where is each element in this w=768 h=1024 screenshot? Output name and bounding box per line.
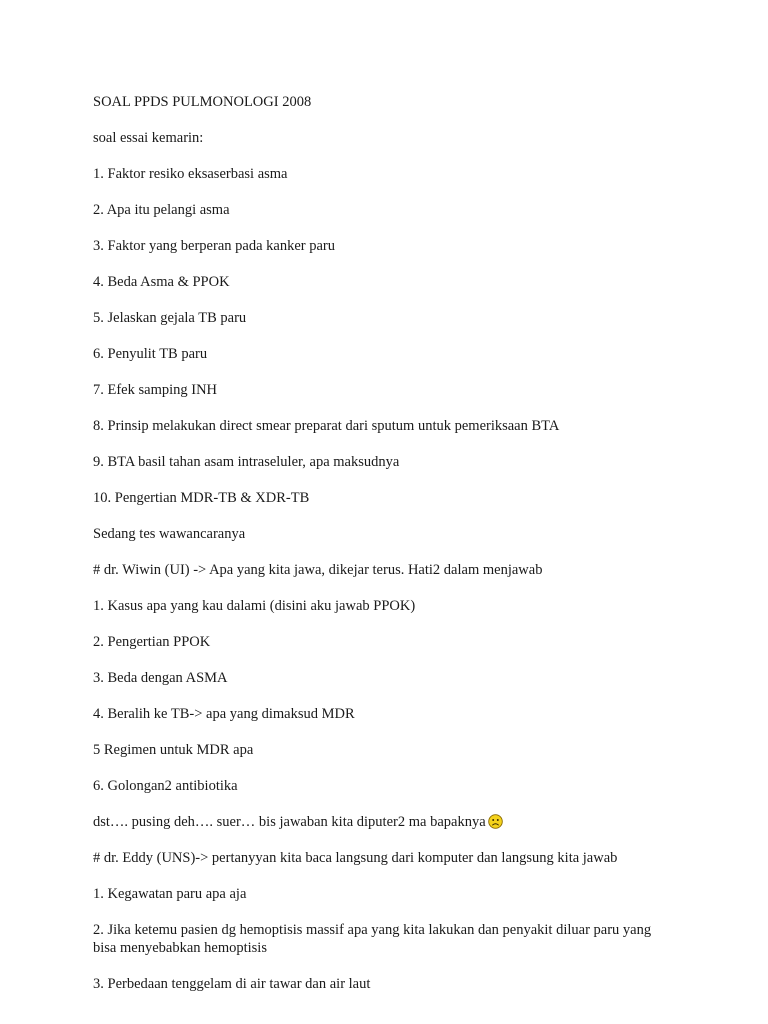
essay-question-3: 3. Faktor yang berperan pada kanker paru	[93, 238, 335, 254]
essay-question-4: 4. Beda Asma & PPOK	[93, 274, 230, 290]
interview-intro: Sedang tes wawancaranya	[93, 526, 246, 542]
essay-question-9: 9. BTA basil tahan asam intraseluler, apa maksudnya	[93, 454, 400, 470]
interviewer-1-question-5: 5 Regimen untuk MDR apa	[93, 742, 254, 758]
essay-question-8: 8. Prinsip melakukan direct smear preparat dari sputum untuk pemeriksaan BTA	[93, 418, 560, 434]
interviewer-1-remark-text: dst…. pusing deh…. suer… bis jawaban kita diputer2 ma bapaknya	[93, 814, 486, 830]
interviewer-1-question-2: 2. Pengertian PPOK	[93, 634, 211, 650]
essay-question-2: 2. Apa itu pelangi asma	[93, 202, 230, 218]
essay-question-1: 1. Faktor resiko eksaserbasi asma	[93, 166, 288, 182]
interviewer-2-question-2: 2. Jika ketemu pasien dg hemoptisis massif apa yang kita lakukan dan penyakit diluar paru yang bisa menyebabkan hemoptisis	[93, 922, 652, 956]
essay-question-6: 6. Penyulit TB paru	[93, 346, 208, 362]
interviewer-1-remark	[93, 813, 673, 831]
interviewer-2-question-1: 1. Kegawatan paru apa aja	[93, 886, 247, 902]
sad-face-icon	[488, 814, 503, 829]
document-title: SOAL PPDS PULMONOLOGI 2008	[93, 94, 312, 110]
essay-intro: soal essai kemarin:	[93, 130, 204, 146]
essay-question-5: 5. Jelaskan gejala TB paru	[93, 310, 247, 326]
interviewer-1-heading: # dr. Wiwin (UI) -> Apa yang kita jawa, dikejar terus. Hati2 dalam menjawab	[93, 562, 543, 578]
interviewer-1-question-4: 4. Beralih ke TB-> apa yang dimaksud MDR	[93, 706, 355, 722]
essay-question-7: 7. Efek samping INH	[93, 382, 218, 398]
interviewer-1-question-1: 1. Kasus apa yang kau dalami (disini aku jawab PPOK)	[93, 598, 416, 614]
interviewer-2-heading: # dr. Eddy (UNS)-> pertanyyan kita baca langsung dari komputer dan langsung kita jawab	[93, 850, 618, 866]
interviewer-1-question-6: 6. Golongan2 antibiotika	[93, 778, 238, 794]
interviewer-1-question-3: 3. Beda dengan ASMA	[93, 670, 228, 686]
essay-question-10: 10. Pengertian MDR-TB & XDR-TB	[93, 490, 310, 506]
interviewer-2-question-3: 3. Perbedaan tenggelam di air tawar dan air laut	[93, 976, 371, 992]
